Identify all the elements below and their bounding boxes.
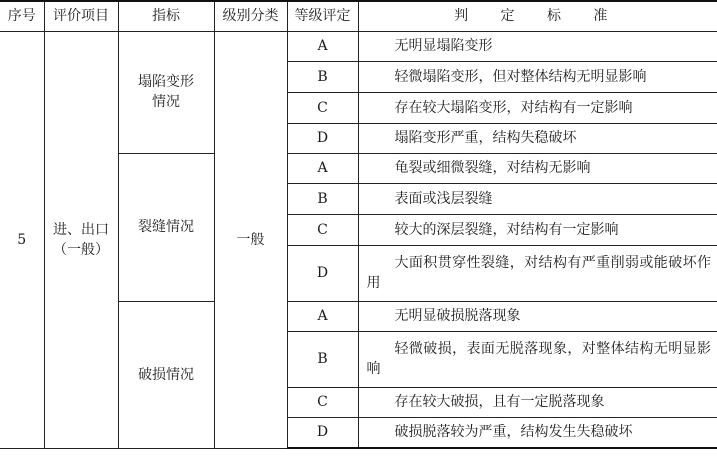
indicator-cell-2 <box>118 153 214 301</box>
grade-cell: C <box>287 387 358 417</box>
grade-cell: B <box>287 331 358 387</box>
header-project: 评价项目 <box>44 1 118 31</box>
standard-cell: 大面积贯穿性裂缝，对结构有严重削弱或能破坏作用 <box>358 245 717 301</box>
standard-cell: 破损脱落较为严重，结构发生失稳破坏 <box>358 417 717 448</box>
grade-cell: D <box>287 417 358 448</box>
standard-cell: 存在较大塌陷变形，对结构有一定影响 <box>358 92 717 123</box>
grade-cell: A <box>287 153 358 183</box>
project-line-2: （一般） <box>53 241 109 258</box>
header-category: 级别分类 <box>214 1 287 31</box>
seq-cell: 5 <box>0 31 44 448</box>
grade-cell: A <box>287 31 358 61</box>
header-standard: 判 定 标 准 <box>358 1 717 31</box>
standard-cell: 龟裂或细微裂缝，对结构无影响 <box>358 153 717 183</box>
standard-cell: 无明显塌陷变形 <box>358 31 717 61</box>
standard-cell: 轻微破损，表面无脱落现象，对整体结构无明显影响 <box>358 331 717 387</box>
project-line-1: 进、出口 <box>53 221 109 238</box>
header-grade: 等级评定 <box>287 1 358 31</box>
standard-cell: 轻微塌陷变形，但对整体结构无明显影响 <box>358 61 717 92</box>
grade-cell: B <box>287 61 358 92</box>
grade-cell: C <box>287 92 358 123</box>
header-seq: 序号 <box>0 1 44 31</box>
project-cell <box>44 31 118 448</box>
indicator-1-line-2: 情况 <box>152 94 180 110</box>
indicator-cell-3 <box>118 301 214 448</box>
grade-cell: D <box>287 245 358 301</box>
grade-cell: D <box>287 123 358 153</box>
standard-cell: 无明显破损脱落现象 <box>358 301 717 331</box>
standard-cell: 存在较大破损，且有一定脱落现象 <box>358 387 717 417</box>
table-row <box>0 31 717 61</box>
grade-cell: B <box>287 183 358 214</box>
indicator-cell-1 <box>118 31 214 153</box>
grade-cell: C <box>287 214 358 245</box>
indicator-1-line-1: 塌陷变形 <box>138 74 194 90</box>
header-row <box>0 1 717 31</box>
indicator-3-line-1: 破损情况 <box>138 366 194 383</box>
indicator-2-line-1: 裂缝情况 <box>138 219 194 235</box>
category-cell: 一般 <box>214 31 287 448</box>
grade-cell: A <box>287 301 358 331</box>
standard-cell: 表面或浅层裂缝 <box>358 183 717 214</box>
standard-cell: 较大的深层裂缝，对结构有一定影响 <box>358 214 717 245</box>
standard-cell: 塌陷变形严重，结构失稳破坏 <box>358 123 717 153</box>
header-indicator: 指标 <box>118 1 214 31</box>
